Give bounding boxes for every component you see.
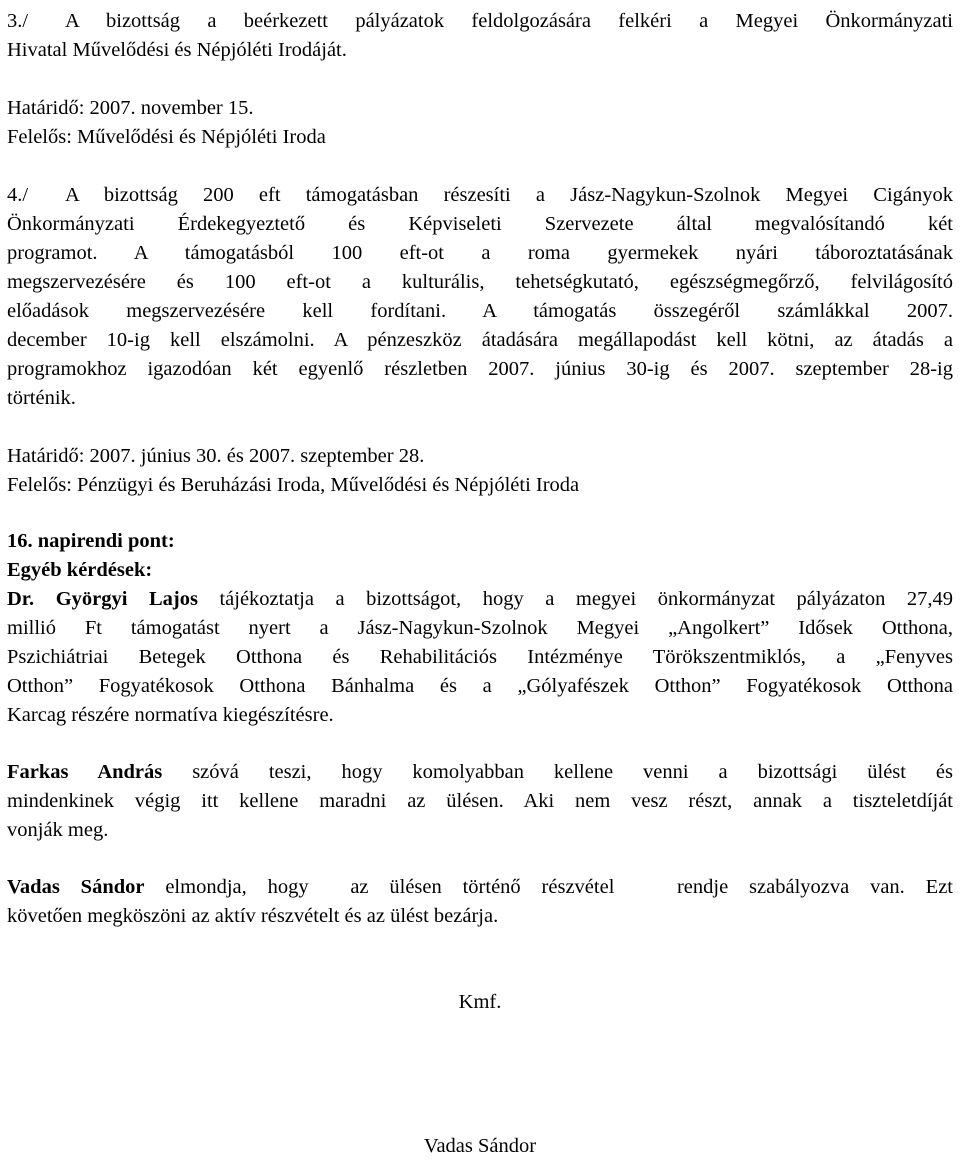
para3-line1: [7, 873, 953, 902]
item4-line1: [7, 181, 953, 210]
item3-line2: Hivatal Művelődési és Népjóléti Irodáját.: [7, 39, 347, 61]
agenda-number: 16. napirendi pont:: [7, 530, 175, 552]
para1-speaker: Györgyi Lajos: [55, 588, 198, 610]
agenda-heading: [7, 527, 953, 556]
para1-line1: [7, 585, 953, 614]
item4-line2: Önkormányzati Érdekegyeztető és Képviseleti Szervezete által megvalósítandó két: [7, 213, 953, 235]
item4-line4: megszervezésére és 100 eft-ot a kulturális, tehetségkutató, egészségmegőrző, felvilágosító: [7, 271, 953, 293]
para3-line2: követően megköszöni az aktív részvételt és az ülést bezárja.: [7, 905, 499, 927]
item4-line7: programokhoz igazodóan két egyenlő részletben 2007. június 30-ig és 2007. szeptember 28-ig: [7, 358, 953, 380]
para2-text-line1: szóvá teszi, hogy komolyabban kellene venni a bizottsági ülést és: [162, 761, 953, 783]
item4-text-line1: A bizottság 200 eft támogatásban részesíti a Jász-Nagykun-Szolnok Megyei Cigányok: [65, 184, 953, 206]
agenda-title: [7, 556, 953, 585]
item4-line6: december 10-ig kell elszámolni. A pénzeszköz átadására megállapodást kell kötni, az átadás a: [7, 329, 953, 351]
para2-line1: [7, 758, 953, 787]
para1-line2: millió Ft támogatást nyert a Jász-Nagykun-Szolnok Megyei „Angolkert” Idősek Otthona,: [7, 617, 953, 639]
item4-line3: programot. A támogatásból 100 eft-ot a roma gyermekek nyári táboroztatásának: [7, 242, 953, 264]
item4-deadline: Határidő: 2007. június 30. és 2007. szeptember 28.: [7, 445, 425, 467]
agenda-title-text: Egyéb kérdések:: [7, 559, 153, 581]
para1-line5: Karcag részére normatíva kiegészítésre.: [7, 704, 334, 726]
kmf-label: Kmf.: [458, 991, 502, 1013]
para2-line2: mindenkinek végig itt kellene maradni az ülésen. Aki nem vesz részt, annak a tiszteletdíját: [7, 790, 953, 812]
item3-number: 3./: [7, 10, 29, 32]
para3-speaker: Vadas Sándor: [7, 876, 145, 898]
para2-line3: vonják meg.: [7, 819, 109, 841]
item4-responsible: Felelős: Pénzügyi és Beruházási Iroda, Művelődési és Népjóléti Iroda: [7, 474, 580, 496]
item3-line1: [7, 7, 953, 36]
para2-speaker: Farkas András: [7, 761, 163, 783]
para1-line4: Otthon” Fogyatékosok Otthona Bánhalma és a „Gólyafészek Otthon” Fogyatékosok Otthona: [7, 675, 953, 697]
para3-text-line1: elmondja, hogy az ülésen történő részvétel rendje szabályozva van. Ezt: [144, 876, 953, 898]
para1-line3: Pszichiátriai Betegek Otthona és Rehabilitációs Intézménye Törökszentmiklós, a „Fenyves: [7, 646, 953, 668]
item4-line5: előadások megszervezésére kell fordítani. A támogatás összegéről számlákkal 2007.: [7, 300, 953, 322]
para1-speaker-prefix: Dr.: [7, 588, 56, 610]
item3-responsible: Felelős: Művelődési és Népjóléti Iroda: [7, 126, 326, 148]
item4-line8: történik.: [7, 387, 76, 409]
item3-deadline: Határidő: 2007. november 15.: [7, 97, 254, 119]
item3-text-line1: A bizottság a beérkezett pályázatok feldolgozására felkéri a Megyei Önkormányzati: [65, 10, 953, 32]
para1-text-line1: tájékoztatja a bizottságot, hogy a megyei önkormányzat pályázaton 27,49: [197, 588, 953, 610]
signatory-name: Vadas Sándor: [423, 1135, 537, 1157]
item4-number: 4./: [7, 184, 29, 206]
